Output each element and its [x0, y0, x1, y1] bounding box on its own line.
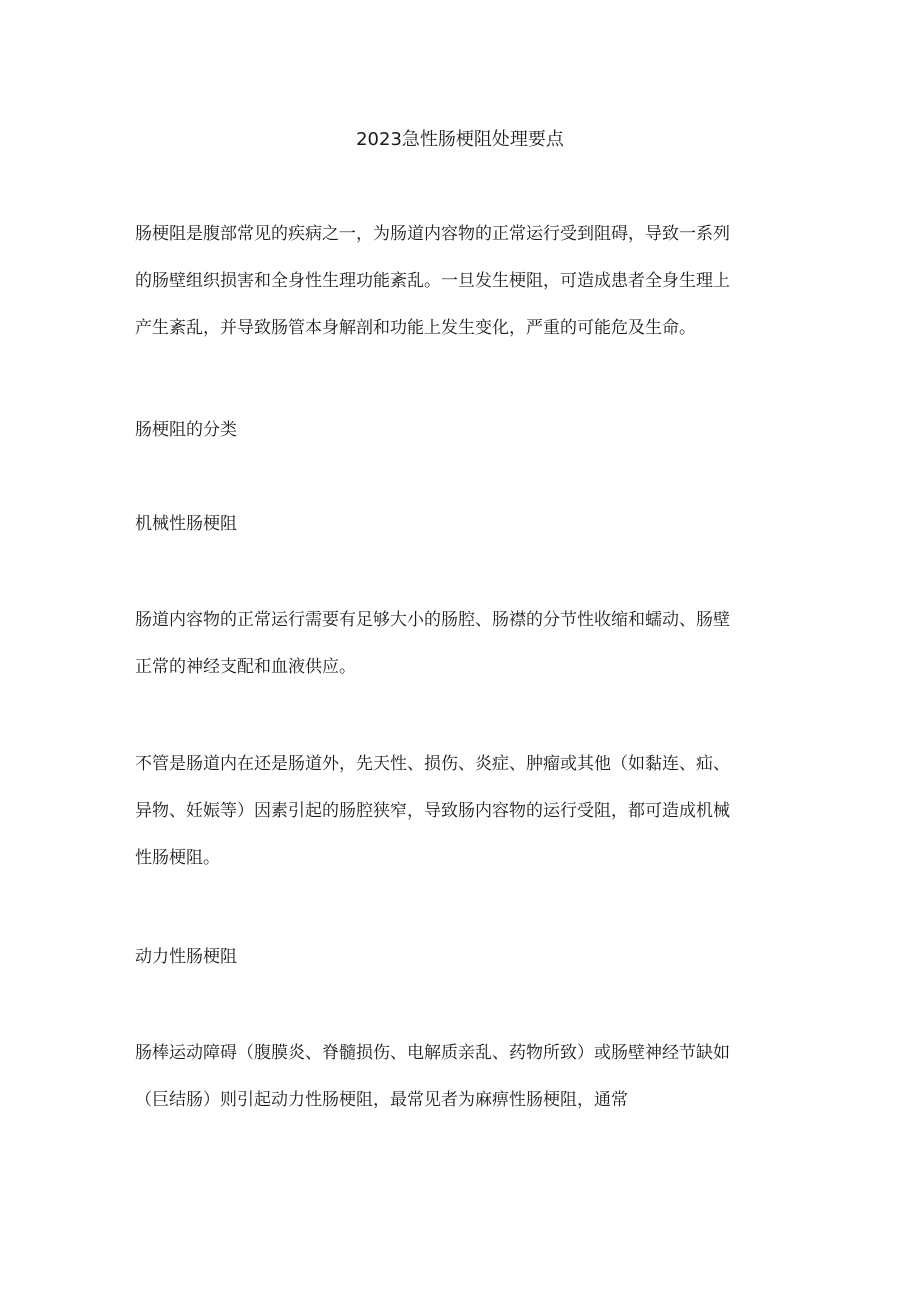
mechanical-p1-line-2: 正常的神经支配和血液供应。 — [135, 657, 356, 677]
mechanical-paragraph-1 — [135, 597, 795, 691]
intro-line-3: 产生紊乱，并导致肠管本身解剖和功能上发生变化，严重的可能危及生命。 — [135, 318, 696, 338]
intro-paragraph — [135, 211, 795, 352]
intro-line-1: 肠梗阻是腹部常见的疾病之一，为肠道内容物的正常运行受到阻碍，导致一系列 — [135, 224, 730, 244]
section-heading-dynamic: 动力性肠梗阻 — [135, 947, 237, 967]
dynamic-p1-line-1: 肠棒运动障碍（腹膜炎、脊髓损伤、电解质亲乱、药物所致）或肠壁神经节缺如 — [135, 1043, 730, 1063]
section-heading-mechanical: 机械性肠梗阻 — [135, 514, 237, 534]
mechanical-p2-line-2: 异物、妊娠等）因素引起的肠腔狭窄，导致肠内容物的运行受阻，都可造成机械 — [135, 801, 730, 821]
dynamic-p1-line-2: （巨结肠）则引起动力性肠梗阻，最常见者为麻痹性肠梗阻，通常 — [135, 1090, 628, 1110]
document-title: 2023急性肠梗阻处理要点 — [356, 129, 564, 150]
dynamic-paragraph-1 — [135, 1030, 795, 1124]
mechanical-paragraph-2 — [135, 741, 795, 882]
mechanical-p2-line-3: 性肠梗阻。 — [135, 848, 220, 868]
intro-line-2: 的肠壁组织损害和全身性生理功能紊乱。一旦发生梗阻，可造成患者全身生理上 — [135, 271, 730, 291]
mechanical-p2-line-1: 不管是肠道内在还是肠道外，先天性、损伤、炎症、肿瘤或其他（如黏连、疝、 — [135, 754, 730, 774]
mechanical-p1-line-1: 肠道内容物的正常运行需要有足够大小的肠腔、肠襟的分节性收缩和蠕动、肠壁 — [135, 610, 730, 630]
section-heading-classification: 肠梗阻的分类 — [135, 420, 237, 440]
